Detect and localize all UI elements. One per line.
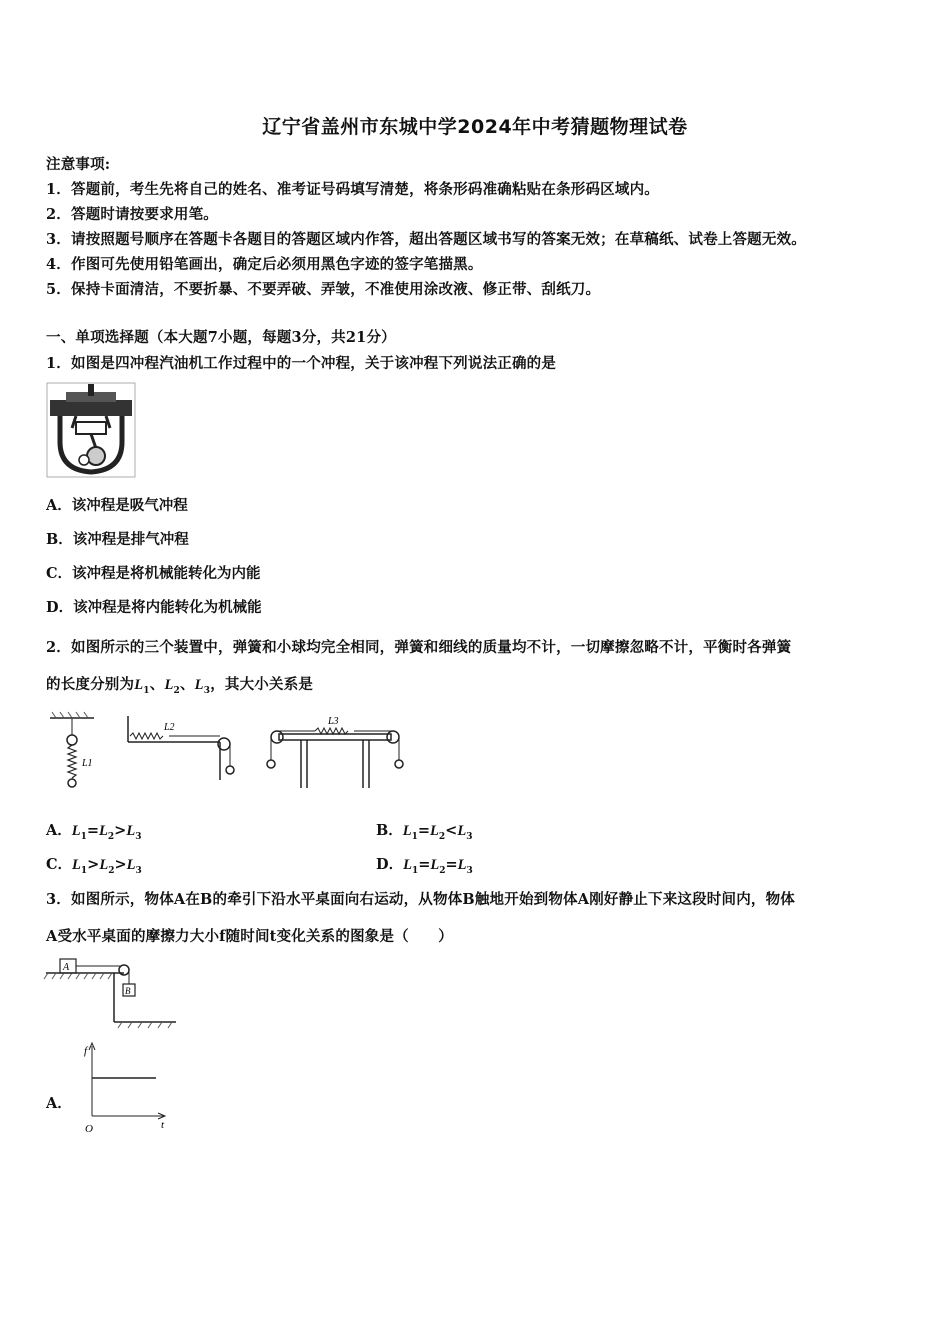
graph-xlabel: t [161, 1119, 165, 1131]
notice-heading: 注意事项: [46, 156, 111, 173]
q1-option-a[interactable]: A．该冲程是吸气冲程 [46, 497, 188, 514]
spring-hanging-diagram [50, 712, 110, 788]
block-pulley-diagram [46, 956, 178, 1028]
section-heading: 一、单项选择题（本大题7小题，每题3分，共21分） [46, 329, 396, 346]
q1-stem: 1．如图是四冲程汽油机工作过程中的一个冲程，关于该冲程下列说法正确的是 [46, 355, 557, 372]
graph-origin: O [85, 1123, 93, 1135]
fig-label-a: A [63, 962, 70, 973]
q3-option-a[interactable]: A． [46, 1095, 72, 1112]
q2-option-c[interactable]: C．$L_1>L_2>L_3$ [46, 856, 142, 876]
q2-option-b[interactable]: B．$L_1=L_2<L_3$ [376, 822, 473, 842]
engine-diagram [46, 382, 136, 478]
q1-option-c[interactable]: C．该冲程是将机械能转化为内能 [46, 565, 261, 582]
q2-stem-line2: 的长度分别为$L_1$、$L_2$、$L_3$，其大小关系是 [46, 676, 314, 696]
spring-table-diagram [124, 716, 244, 780]
fig-label-l3: L3 [328, 716, 339, 727]
q1-option-d[interactable]: D．该冲程是将内能转化为机械能 [46, 599, 262, 616]
fig-label-l1: L1 [82, 758, 93, 769]
spring-two-pulley-diagram [265, 712, 410, 788]
friction-time-graph [84, 1040, 174, 1136]
q1-option-b[interactable]: B．该冲程是排气冲程 [46, 531, 189, 548]
q3-stem-line1: 3．如图所示，物体A在B的牵引下沿水平桌面向右运动，从物体B触地开始到物体A刚好静止下来这段时间内，物体 [46, 891, 795, 908]
notice-item: 4．作图可先使用铅笔画出，确定后必须用黑色字迹的签字笔描黑。 [46, 256, 483, 273]
notice-item: 2．答题时请按要求用笔。 [46, 206, 218, 223]
q2-option-a[interactable]: A．$L_1=L_2>L_3$ [46, 822, 142, 842]
q2-option-d[interactable]: D．$L_1=L_2=L_3$ [376, 856, 473, 876]
graph-ylabel: f [84, 1045, 88, 1057]
page-title: 辽宁省盖州市东城中学2024年中考猜题物理试卷 [262, 116, 688, 138]
fig-label-l2: L2 [164, 722, 175, 733]
fig-label-b: B [125, 986, 131, 996]
notice-item: 3．请按照题号顺序在答题卡各题目的答题区域内作答，超出答题区域书写的答案无效；在草稿纸、试卷上答题无效。 [46, 231, 806, 248]
q3-stem-line2: A受水平桌面的摩擦力大小f随时间t变化关系的图象是（ ） [46, 928, 453, 945]
notice-item: 5．保持卡面清洁，不要折暴、不要弄破、弄皱，不准使用涂改液、修正带、刮纸刀。 [46, 281, 601, 298]
q2-stem-line1: 2．如图所示的三个装置中，弹簧和小球均完全相同，弹簧和细线的质量均不计，一切摩擦忽略不计，平衡时各弹簧 [46, 639, 792, 656]
notice-item: 1．答题前，考生先将自己的姓名、准考证号码填写清楚，将条形码准确粘贴在条形码区域内。 [46, 181, 659, 198]
